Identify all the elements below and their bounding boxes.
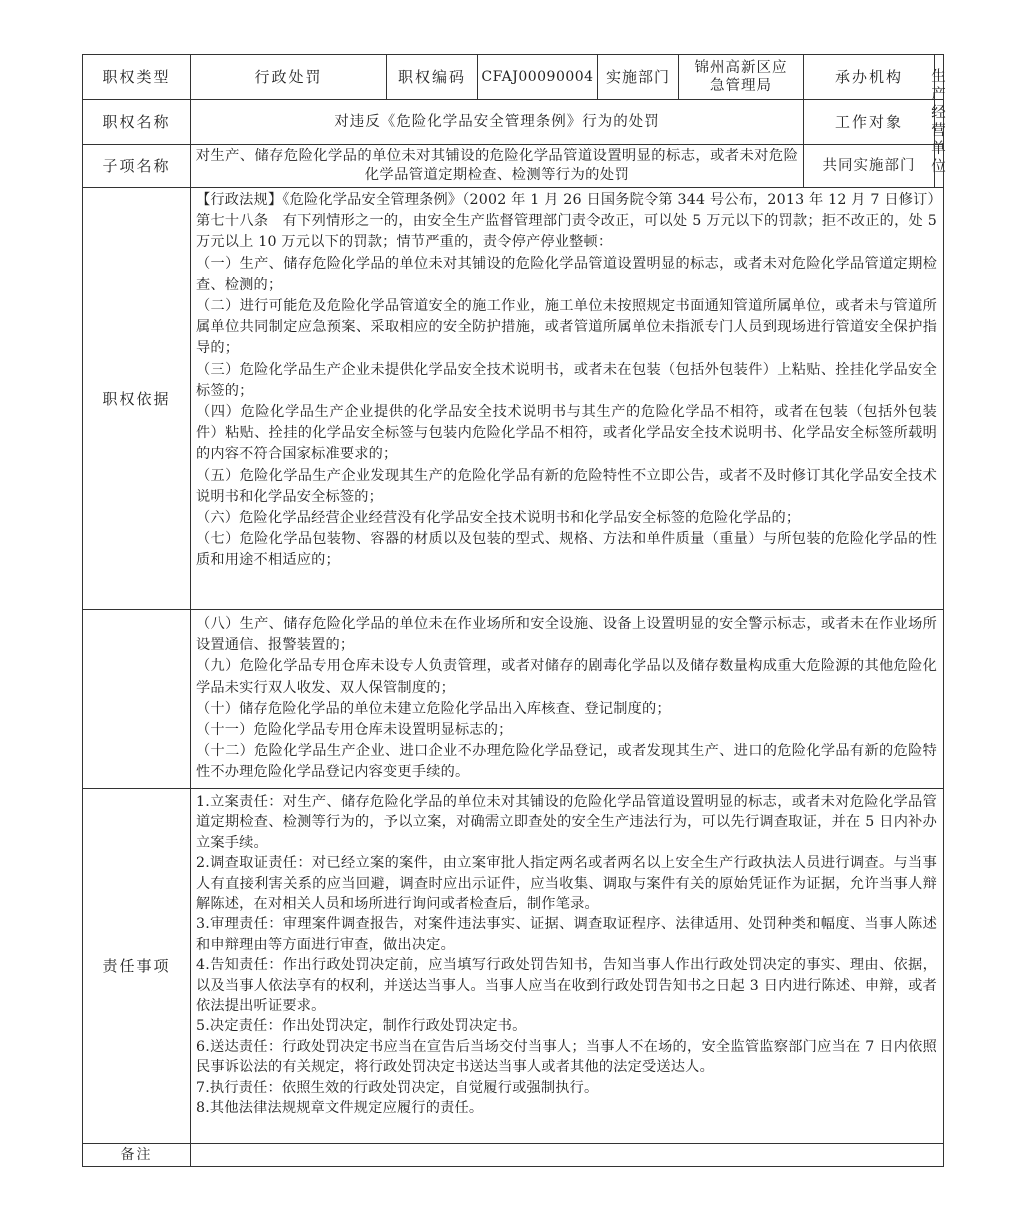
responsibility-item: 8.其他法律法规规章文件规定应履行的责任。 — [196, 1100, 484, 1117]
basis-paragraph: （六）危险化学品经营企业经营没有化学品安全技术说明书和化学品安全标签的危险化学品的； — [196, 510, 801, 527]
basis-paragraph: （七）危险化学品包装物、容器的材质以及包装的型式、规格、方法和单件质量（重量）与所包装的危险化学品的性质和用途不相适应的； — [196, 531, 937, 569]
authority-code-value: CFAJ00090004 — [481, 69, 594, 85]
responsibility-item: 3.审理责任：审理案件调查报告，对案件违法事实、证据、调查取证程序、法律适用、处罚种类和幅度、当事人陈述和申辩理由等方面进行审查，做出决定。 — [196, 916, 937, 953]
basis-paragraph: （三）危险化学品生产企业未提供化学品安全技术说明书，或者未在包装（包括外包装件）上粘贴、拴挂化学品安全标签的； — [196, 361, 937, 399]
row-remarks — [82, 1143, 944, 1167]
basis-paragraph: 【行政法规】《危险化学品安全管理条例》（2002 年 1 月 26 日国务院令第 344 号公布，2013 年 12 月 7 日修订） — [196, 192, 942, 208]
remarks-label: 备注 — [120, 1147, 153, 1163]
basis-paragraph: （十）储存危险化学品的单位未建立危险化学品出入库核查、登记制度的； — [196, 700, 671, 717]
authority-basis-content — [190, 188, 943, 609]
row-sub-item — [82, 144, 944, 188]
responsibility-item: 2.调查取证责任：对已经立案的案件，由立案审批人指定两名或者两名以上安全生产行政执法人员进行调查。与当事人有直接利害关系的应当回避，调查时应出示证件，应当收集、调取与案件有关的原始凭证作为证据，允许当事人辩解陈述，在对相关人员和场所进行询问或者检查后，制作笔录。 — [196, 855, 937, 913]
responsibility-item: 5.决定责任：作出处罚决定，制作行政处罚决定书。 — [196, 1018, 527, 1035]
joint-dept-label: 共同实施部门 — [822, 158, 916, 174]
responsibility-item: 1.立案责任：对生产、储存危险化学品的单位未对其铺设的危险化学品管道设置明显的标志，或者未对危险化学品管道定期检查、检测等行为的，予以立案，对确需立即查处的安全生产违法行为，可以先行调查取证，并在 5 日内补办立案手续。 — [196, 794, 937, 851]
handling-org-label: 承办机构 — [834, 68, 903, 86]
authority-name-value: 对违反《危险化学品安全管理条例》行为的处罚 — [334, 114, 660, 130]
authority-basis-label: 职权依据 — [102, 389, 171, 408]
responsibility-content — [190, 789, 943, 1143]
basis-paragraph: （五）危险化学品生产企业发现其生产的危险化学品有新的危险特性不立即公告，或者不及时修订其化学品安全技术说明书和化学品安全标签的； — [196, 467, 937, 505]
basis-continued-label-cell — [83, 610, 190, 788]
responsibility-item: 6.送达责任：行政处罚决定书应当在宣告后当场交付当事人；当事人不在场的，安全监管监察部门应当在 7 日内依照民事诉讼法的有关规定，将行政处罚决定书送达当事人或者其他的法定受送达人。 — [196, 1038, 937, 1076]
authority-type-value: 行政处罚 — [254, 68, 323, 86]
basis-paragraph: （十一）危险化学品专用仓库未设置明显标志的； — [196, 722, 513, 739]
authority-name-label: 职权名称 — [102, 113, 171, 131]
work-object-label: 工作对象 — [834, 113, 903, 131]
basis-paragraph: （九）危险化学品专用仓库未设专人负责管理，或者对储存的剧毒化学品以及储存数量构成重大危险源的其他危险化学品未实行双人收发、双人保管制度的； — [196, 658, 937, 696]
sub-item-value: 对生产、储存危险化学品的单位未对其铺设的危险化学品管道设置明显的标志，或者未对危险化学品管道定期检查、检测等行为的处罚 — [195, 148, 799, 183]
work-object-value: 生产经营单位 — [931, 69, 947, 175]
authority-basis-continued-content — [190, 610, 943, 788]
basis-paragraph: （十二）危险化学品生产企业、进口企业不办理危险化学品登记，或者发现其生产、进口的危险化学品有新的危险特性不办理危险化学品登记内容变更手续的。 — [196, 743, 937, 781]
authority-code-label: 职权编码 — [397, 68, 466, 86]
sub-item-label: 子项名称 — [102, 157, 171, 175]
implementing-dept-value: 锦州高新区应急管理局 — [694, 60, 788, 94]
basis-paragraph: （四）危险化学品生产企业提供的化学品安全技术说明书与其生产的危险化学品不相符，或者在包装（包括外包装件）粘贴、拴挂的化学品安全标签与包装内危险化学品不相符，或者化学品安全技术说明书、化学品安全标签所载明的内容不符合国家标准要求的； — [196, 404, 937, 463]
joint-dept-value — [935, 145, 943, 187]
responsibility-label: 责任事项 — [102, 957, 171, 975]
basis-paragraph: 第七十八条 有下列情形之一的，由安全生产监督管理部门责令改正，可以处 5 万元以下的罚款；拒不改正的，处 5 万元以上 10 万元以下的罚款；情节严重的，责令停产停业整顿： — [196, 213, 937, 251]
responsibility-item: 4.告知责任：作出行政处罚决定前，应当填写行政处罚告知书，告知当事人作出行政处罚决定的事实、理由、依据，以及当事人依法享有的权利，并送达当事人。当事人应当在收到行政处罚告知书之日起 3 日内进行陈述、申辩，或者依法提出听证要求。 — [196, 957, 937, 1015]
basis-paragraph: （八）生产、储存危险化学品的单位未在作业场所和安全设施、设备上设置明显的安全警示标志，或者未在作业场所设置通信、报警装置的； — [196, 616, 937, 654]
authority-type-label: 职权类型 — [102, 68, 171, 86]
row-authority-basis — [82, 187, 944, 610]
row-authority-basis-continued — [82, 609, 944, 789]
responsibility-item: 7.执行责任：依照生效的行政处罚决定，自觉履行或强制执行。 — [196, 1079, 599, 1096]
implementing-dept-label: 实施部门 — [605, 68, 670, 86]
remarks-value — [191, 1144, 943, 1166]
basis-paragraph: （一）生产、储存危险化学品的单位未对其铺设的危险化学品管道设置明显的标志，或者未对危险化学品管道定期检查、检测的； — [196, 255, 937, 293]
row-responsibility — [82, 788, 944, 1144]
basis-paragraph: （二）进行可能危及危险化学品管道安全的施工作业，施工单位未按照规定书面通知管道所属单位，或者未与管道所属单位共同制定应急预案、采取相应的安全防护措施，或者管道所属单位未指派专门人员到现场进行管道安全保护指导的； — [196, 298, 937, 357]
row-authority-type — [82, 54, 944, 100]
